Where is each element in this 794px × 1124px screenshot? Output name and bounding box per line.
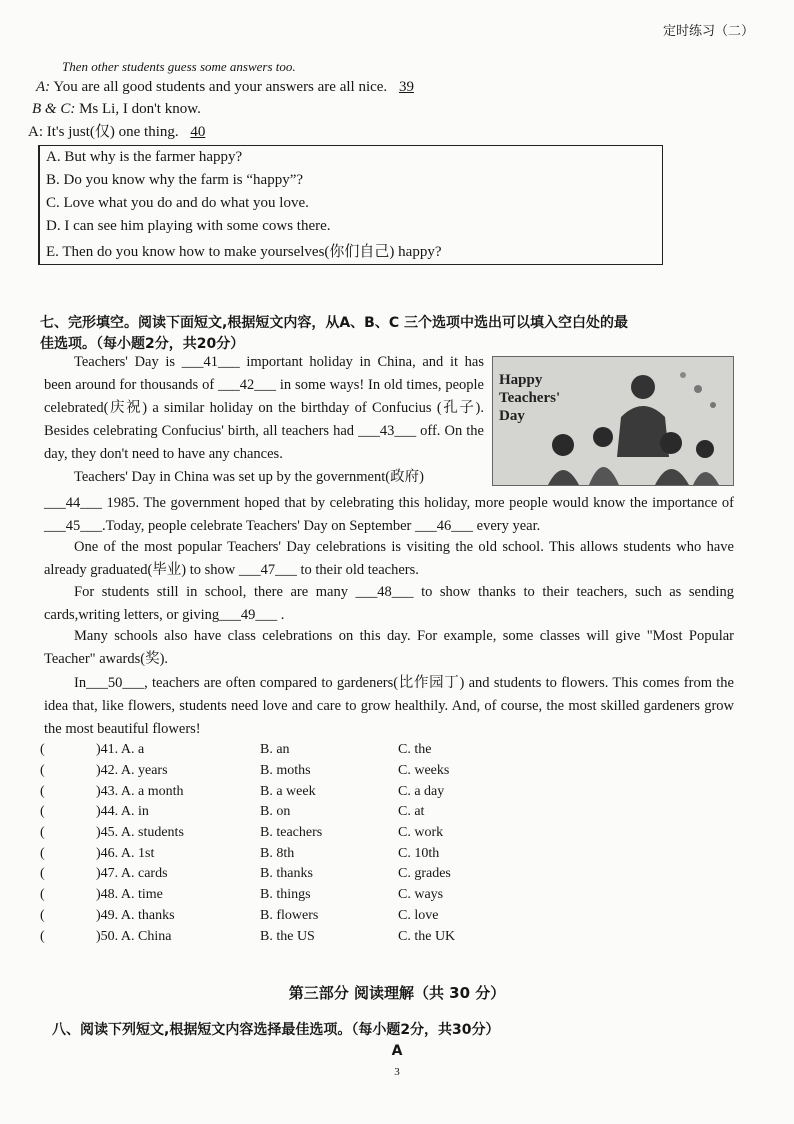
passage-label: A [391,1043,403,1059]
question-option-c: C. the UK [398,928,456,944]
question-option-a: )46. A. 1st [96,845,155,861]
dialogue-line-2 [32,98,201,120]
speaker: A: [28,124,43,140]
question-row [40,864,508,885]
passage-paragraph-2b: ___44___ 1985. The government hoped that by celebrating this holiday, more people would know the importance of ___45___.Today, people celebrate Teachers' Day on September ___46___ every year. [44,495,734,534]
question-option-c: C. at [398,804,425,820]
question-option-a: )42. A. years [96,763,168,779]
page-number: 3 [394,1066,400,1078]
question-option-b: B. things [260,887,311,903]
option-b: B. Do you know why the farm is “happy”? [46,172,304,188]
page-header: 定时练习（二） [662,24,754,39]
speaker: A: [36,79,51,95]
question-option-c: C. a day [398,783,445,799]
option-a: A. But why is the farmer happy? [46,149,243,165]
question-option-c: C. grades [398,866,451,882]
answer-paren[interactable]: ( [40,907,45,923]
question-option-a: )41. A. a [96,742,145,758]
dialogue-line-1 [36,76,422,98]
dialogue-line-3 [28,121,213,143]
question-option-a: )44. A. in [96,804,149,820]
question-option-b: B. an [260,742,290,758]
option-e: E. Then do you know how to make yourselves(你们自己) happy? [46,244,442,260]
section-8-title: 八、阅读下列短文,根据短文内容选择最佳选项。（每小题2分，共30分） [52,1022,500,1038]
teachers-day-illustration [492,356,734,486]
options-box [38,145,663,265]
question-row [40,740,508,761]
section-7-title: 七、完形填空。阅读下面短文,根据短文内容，从A、B、C 三个选项中选出可以填入空白处的最 [40,315,628,331]
questions-table [40,740,508,947]
answer-paren[interactable]: ( [40,845,45,861]
question-option-a: )49. A. thanks [96,907,175,923]
question-option-c: C. work [398,825,444,841]
dialogue-intro: Then other students guess some answers too. [62,59,296,74]
question-option-b: B. 8th [260,845,295,861]
question-option-c: C. 10th [398,845,440,861]
illustration-caption: Happy Teachers' Day [499,372,561,424]
question-row [40,781,508,802]
passage-paragraph-4: For students still in school, there are many ___48___ to show thanks to their teachers, such as sending cards,writing letters, or giving___49___ . [44,584,734,623]
line-text: You are all good students and your answers are all nice. [53,79,388,95]
question-row [40,823,508,844]
answer-paren[interactable]: ( [40,742,45,758]
question-option-c: C. love [398,907,439,923]
answer-paren[interactable]: ( [40,825,45,841]
answer-paren[interactable]: ( [40,783,45,799]
question-option-c: C. ways [398,887,444,903]
question-option-b: B. the US [260,928,315,944]
question-row [40,926,508,947]
line-text: Ms Li, I don't know. [79,101,201,117]
question-row [40,885,508,906]
question-option-c: C. weeks [398,763,450,779]
question-option-b: B. flowers [260,907,319,923]
question-option-a: )50. A. China [96,928,172,944]
question-row [40,761,508,782]
speaker: B & C: [32,101,76,117]
line-text: It's just(仅) one thing. [46,124,179,140]
question-option-a: )43. A. a month [96,783,184,799]
passage-paragraph-2a: Teachers' Day in China was set up by the government(政府) [74,469,424,485]
question-option-c: C. the [398,742,432,758]
answer-paren[interactable]: ( [40,887,45,903]
passage-paragraph-3: One of the most popular Teachers' Day celebrations is visiting the old school. This allows students who have already graduated(毕业) to show ___47___ to their old teachers. [44,539,734,578]
question-option-a: )48. A. time [96,887,163,903]
question-row [40,843,508,864]
answer-paren[interactable]: ( [40,866,45,882]
answer-blank-39[interactable]: 39 [398,79,414,95]
answer-paren[interactable]: ( [40,763,45,779]
question-option-a: )45. A. students [96,825,184,841]
answer-blank-40[interactable]: 40 [190,124,206,140]
passage-paragraph-6: In___50___, teachers are often compared to gardeners(比作园丁) and students to flowers. This comes from the idea that, like flowers, students need love and care to grow healthily. And, of course, the most skilled gardeners grow the most beautiful flowers! [44,675,734,737]
part-3-title: 第三部分 阅读理解（共 30 分） [288,984,506,1002]
option-c: C. Love what you do and do what you love. [46,195,309,211]
answer-paren[interactable]: ( [40,928,45,944]
question-option-b: B. on [260,804,291,820]
section-7-title-cont: 佳选项。（每小题2分，共20分） [40,336,245,352]
passage-paragraph-5: Many schools also have class celebrations on this day. For example, some classes will give "Most Popular Teacher" awards(奖). [44,628,734,667]
question-option-b: B. thanks [260,866,313,882]
question-row [40,802,508,823]
option-d: D. I can see him playing with some cows there. [46,218,331,234]
question-option-b: B. teachers [260,825,323,841]
question-row [40,906,508,927]
question-option-b: B. moths [260,763,311,779]
question-option-a: )47. A. cards [96,866,168,882]
passage-paragraph-1: Teachers' Day is ___41___ important holiday in China, and it has been around for thousands of ___42___ in some ways! In old times, people celebrated(庆祝) a similar holiday on the birthday of Confucius (孔子). Besides celebrating Confucius' birth, all teachers had ___43___ off. On the day, they don't need to have any chances. [44,354,484,462]
answer-paren[interactable]: ( [40,804,45,820]
question-option-b: B. a week [260,783,316,799]
